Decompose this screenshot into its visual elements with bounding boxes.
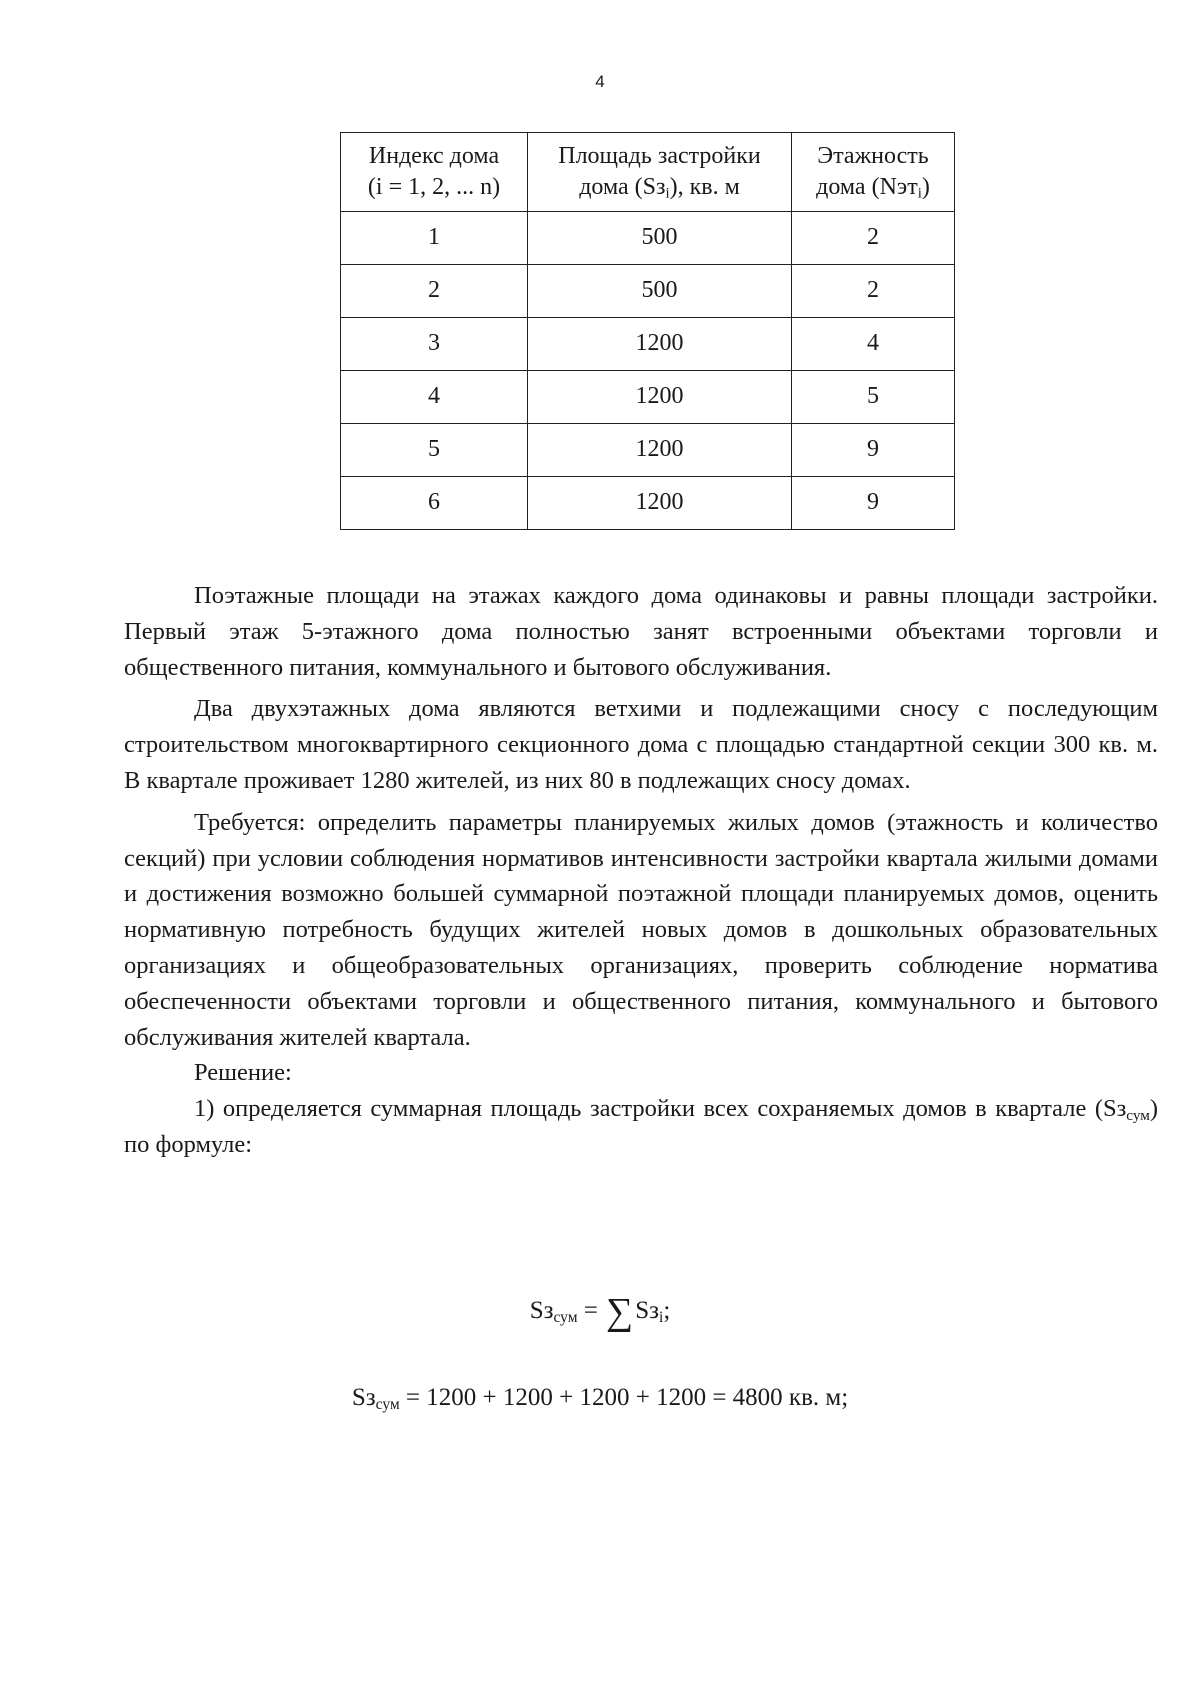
cell-area: 500	[528, 265, 792, 318]
cell-floors: 4	[792, 318, 955, 371]
cell-index: 3	[341, 318, 528, 371]
header-house-index: Индекс дома (i = 1, 2, ... n)	[341, 133, 528, 212]
houses-table	[340, 132, 955, 530]
table-row	[341, 318, 955, 371]
cell-index: 1	[341, 212, 528, 265]
cell-area: 1200	[528, 371, 792, 424]
page-number: 4	[595, 72, 605, 91]
sum-calculation: $Sз_{сум} = 1200 + 1200 + 1200 + 1200 = 4800$ кв. м;	[351, 1384, 849, 1413]
body-text	[124, 578, 1158, 1163]
table-row	[341, 477, 955, 530]
cell-area: 1200	[528, 477, 792, 530]
paragraph-requirement: Требуется: определить параметры планируемых жилых домов (этажность и количество секций) при условии соблюдения нормативов интенсивности застройки квартала жилыми домами и достижения возможно большей суммарной поэтажной площади планируемых домов, оценить нормативную потребность будущих жителей новых домов в дошкольных образовательных организациях и общеобразовательных организациях, проверить соблюдение норматива обеспеченности объектами торговли и общественного питания, коммунального и бытового обслуживания жителей квартала.	[124, 808, 1158, 1051]
table-row	[341, 371, 955, 424]
table-row	[341, 265, 955, 318]
cell-floors: 9	[792, 424, 955, 477]
paragraph-floor-areas: Поэтажные площади на этажах каждого дома одинаковы и равны площади застройки. Первый этаж 5-этажного дома полностью занят встроенными объектами торговли и общественного питания, коммунального и бытового обслуживания.	[124, 582, 1158, 681]
cell-area: 1200	[528, 318, 792, 371]
cell-area: 500	[528, 212, 792, 265]
paragraph-step-1: 1) определяется суммарная площадь застройки всех сохраняемых домов в квартале $(Sз_{сум})$ по формуле:	[124, 1095, 1158, 1158]
cell-index: 4	[341, 371, 528, 424]
paragraph-solution-heading: Решение:	[194, 1059, 292, 1087]
sum-formula: $Sз_{сум} = \sum Sз_i$;	[529, 1291, 671, 1333]
cell-floors: 5	[792, 371, 955, 424]
cell-floors: 9	[792, 477, 955, 530]
cell-index: 6	[341, 477, 528, 530]
summation-icon: ∑	[606, 1291, 634, 1333]
header-built-area: Площадь застройки дома $(Sз_i)$, кв. м	[528, 133, 792, 212]
table-row	[341, 424, 955, 477]
header-floors: Этажность дома (Nэт$_i$)	[792, 133, 955, 212]
table-row	[341, 212, 955, 265]
paragraph-demolition: Два двухэтажных дома являются ветхими и подлежащими сносу с последующим строительством многоквартирного секционного дома с площадью стандартной секции 300 кв. м. В квартале проживает 1280 жителей, из них 80 в подлежащих сносу домах.	[124, 695, 1158, 794]
cell-floors: 2	[792, 265, 955, 318]
cell-area: 1200	[528, 424, 792, 477]
cell-index: 5	[341, 424, 528, 477]
cell-index: 2	[341, 265, 528, 318]
cell-floors: 2	[792, 212, 955, 265]
table-header-row	[341, 133, 955, 212]
